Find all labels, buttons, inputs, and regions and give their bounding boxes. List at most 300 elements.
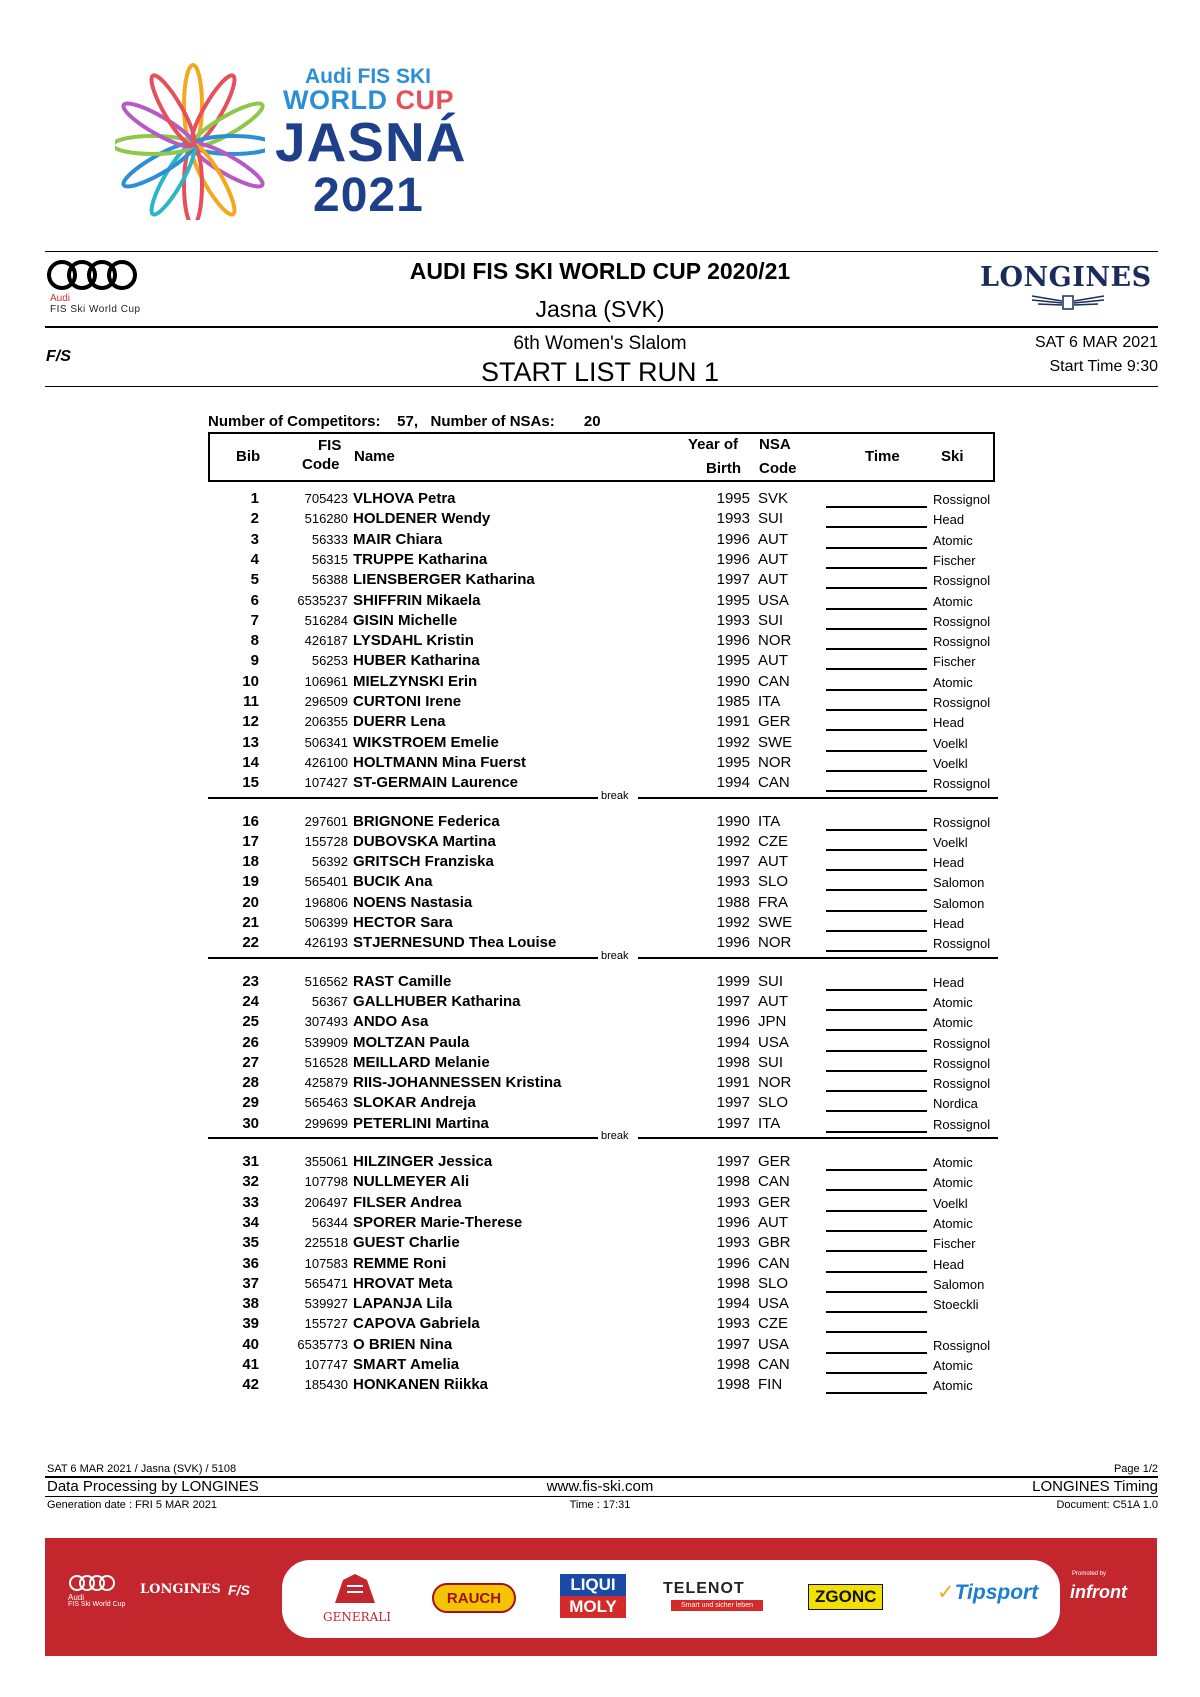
table-row [208,753,998,773]
name-cell: CURTONI Irene [353,693,462,710]
event-logo-line3: JASNÁ [275,111,467,173]
table-row [208,591,998,611]
fis-code-cell: 155727 [304,1316,348,1332]
table-row [208,1335,998,1355]
ski-cell: Nordica [933,1096,978,1112]
year-of-birth-cell: 1993 [716,510,750,528]
name-cell: ST-GERMAIN Laurence [353,774,519,792]
table-row [208,611,998,631]
bib-cell: 38 [242,1295,259,1313]
name-cell: HUBER Katharina [353,652,480,670]
fis-code-cell: 539909 [304,1034,348,1050]
year-of-birth-cell: 1996 [716,934,750,952]
fis-code-cell: 516528 [304,1054,348,1070]
name-cell: LIENSBERGER Katharina [353,571,535,589]
nsa-code-cell: NOR [758,753,792,771]
nsa-code-cell: JPN [758,1013,787,1031]
ski-cell: Rossignol [933,1035,991,1051]
table-row [208,872,998,892]
bib-cell: 7 [250,611,259,629]
nsa-code-cell: ITA [758,812,781,830]
year-of-birth-cell: 1996 [716,632,750,650]
nsa-code-cell: NOR [758,632,792,650]
table-row [208,1233,998,1253]
bib-cell: 18 [242,853,259,871]
longines-wings-icon [1030,292,1106,312]
banner-fis-logo: F/S [228,1582,250,1598]
fis-code-cell: 296509 [304,694,348,709]
footer-rule-bottom [45,1496,1158,1497]
nsa-code-cell: AUT [758,550,788,568]
footer-timing: LONGINES Timing [1032,1478,1158,1495]
nsa-code-cell: SWE [758,733,793,751]
nsa-code-cell: USA [758,1335,789,1353]
break-label: break [598,950,632,962]
year-of-birth-cell: 1996 [716,530,750,548]
bib-cell: 21 [242,914,259,931]
nsa-code-cell: AUT [758,530,788,548]
fis-code-cell: 6535773 [297,1336,348,1352]
time-blank-line [826,1210,927,1212]
ski-cell: Head [933,1256,965,1272]
time-blank-line [826,1009,927,1011]
table-row [208,1152,998,1172]
nsa-code-cell: SLO [758,1094,789,1112]
break-label: break [598,790,632,802]
generali-lion-icon [325,1568,385,1608]
col-yob-2: Birth [706,460,741,477]
footer-website[interactable]: www.fis-ski.com [546,1478,654,1495]
time-blank-line [826,869,927,871]
race-date: SAT 6 MAR 2021 [1034,334,1158,351]
break-separator [208,1130,998,1151]
nsa-code-cell: SUI [758,510,784,528]
table-row [208,852,998,872]
table-row [208,1254,998,1274]
nsa-code-cell: SUI [758,611,784,629]
nsa-code-cell: SLO [758,1274,789,1292]
nsa-code-cell: GBR [758,1234,791,1252]
ski-cell: Head [933,855,965,871]
year-of-birth-cell: 1992 [716,914,750,931]
time-blank-line [826,709,927,711]
time-blank-line [826,689,927,691]
column-header [208,432,995,482]
time-blank-line [826,1372,927,1374]
year-of-birth-cell: 1999 [716,972,750,990]
ski-cell: Atomic [933,1015,973,1031]
bib-cell: 39 [242,1315,259,1333]
ski-cell: Rossignol [933,573,991,589]
start-time: Start Time 9:30 [1049,358,1158,375]
time-blank-line [826,1271,927,1273]
year-of-birth-cell: 1997 [716,571,750,589]
year-of-birth-cell: 1993 [716,1193,750,1211]
fis-code-cell: 516280 [304,511,348,527]
fis-code-cell: 155728 [304,833,348,849]
nsa-code-cell: NOR [758,1074,792,1092]
bib-cell: 26 [242,1033,259,1051]
year-of-birth-cell: 1998 [716,1173,750,1191]
nsa-code-cell: FRA [758,893,788,911]
ski-cell: Head [933,974,965,990]
name-cell: GRITSCH Franziska [353,853,494,871]
fis-code-cell: 565471 [304,1275,348,1291]
banner-audi-label: Audi [68,1593,85,1602]
ski-cell: Atomic [933,532,973,548]
bib-cell: 25 [242,1013,259,1031]
fis-code-cell: 206355 [304,714,348,730]
time-blank-line [826,1090,927,1092]
nsa-code-cell: SUI [758,972,784,990]
bib-cell: 35 [242,1234,259,1252]
year-of-birth-cell: 1994 [716,774,750,792]
bib-cell: 4 [250,550,259,568]
bib-cell: 5 [250,571,259,589]
event-logo-line4: 2021 [313,169,424,222]
name-cell: TRUPPE Katharina [353,550,488,568]
fis-code-cell: 206497 [304,1194,348,1210]
rauch-logo: RAUCH [432,1583,516,1613]
nsa-code-cell: CZE [758,832,788,850]
fis-code-cell: 107427 [304,775,348,791]
bib-cell: 15 [242,774,259,792]
table-row [208,631,998,651]
time-blank-line [826,1070,927,1072]
bib-cell: 9 [250,652,259,670]
time-blank-line [826,770,927,772]
name-cell: HONKANEN Riikka [353,1376,489,1394]
time-blank-line [826,587,927,589]
table-row [208,692,998,712]
fis-code-cell: 426100 [304,754,348,770]
name-cell: GALLHUBER Katharina [353,992,521,1010]
ski-cell: Voelkl [933,735,968,751]
break-line-left [208,1137,598,1139]
footer-time: Time : 17:31 [569,1499,631,1511]
year-of-birth-cell: 1995 [716,753,750,771]
list-title: START LIST RUN 1 [480,357,720,387]
bib-cell: 30 [242,1114,259,1132]
name-cell: SPORER Marie-Therese [353,1213,523,1231]
col-nsa-2: Code [759,460,797,477]
name-cell: SLOKAR Andreja [353,1094,476,1112]
name-cell: MOLTZAN Paula [353,1033,470,1051]
name-cell: HECTOR Sara [353,914,453,931]
time-blank-line [826,648,927,650]
ski-cell: Salomon [933,1276,985,1292]
nsa-code-cell: CAN [758,1254,790,1272]
col-fis-2: Code [302,456,340,473]
fis-code-cell: 426193 [304,935,348,951]
name-cell: NULLMEYER Ali [353,1173,470,1191]
year-of-birth-cell: 1993 [716,611,750,629]
table-row [208,812,998,832]
fis-code-cell: 516562 [304,973,348,989]
race-name: 6th Women's Slalom [513,333,687,354]
bib-cell: 3 [250,530,259,548]
bib-cell: 42 [242,1376,259,1394]
nsa-code-cell: CAN [758,1356,790,1373]
time-blank-line [826,668,927,670]
name-cell: MAIR Chiara [353,530,443,548]
zgonc-logo: ZGONC [808,1584,883,1610]
break-label: break [598,1130,632,1142]
year-of-birth-cell: 1991 [716,1074,750,1092]
nsa-code-cell: GER [758,713,791,731]
fis-code-cell: 56344 [311,1214,348,1230]
fis-code-cell: 506399 [304,915,348,930]
bib-cell: 12 [242,713,259,731]
nsa-code-cell: GER [758,1153,791,1170]
table-row [208,1213,998,1233]
name-cell: PETERLINI Martina [353,1114,489,1132]
bib-cell: 28 [242,1074,259,1092]
ski-cell: Rossignol [933,1337,991,1353]
competitor-summary: Number of Competitors: 57, Number of NSAs: 20 [208,413,601,430]
year-of-birth-cell: 1990 [716,672,750,690]
ski-cell: Head [933,512,965,528]
year-of-birth-cell: 1998 [716,1356,750,1373]
ski-cell: Rossignol [933,613,991,629]
time-blank-line [826,1250,927,1252]
year-of-birth-cell: 1997 [716,1114,750,1132]
year-of-birth-cell: 1993 [716,873,750,891]
year-of-birth-cell: 1996 [716,1013,750,1031]
banner-longines-logo: LONGINES [140,1582,221,1597]
time-blank-line [826,829,927,831]
table-row [208,1012,998,1032]
tipsport-logo: ✓Tipsport [937,1581,1039,1604]
bib-cell: 1 [250,490,259,507]
table-row [208,530,998,550]
bib-cell: 27 [242,1053,259,1071]
audi-sublabel: FIS Ski World Cup [50,304,141,315]
footer-page-number: Page 1/2 [1113,1463,1158,1475]
ski-cell: Head [933,715,965,731]
table-row [208,1033,998,1053]
year-of-birth-cell: 1990 [716,812,750,830]
fis-code-cell: 56253 [311,653,348,669]
time-blank-line [826,930,927,932]
bib-cell: 17 [242,832,259,850]
year-of-birth-cell: 1997 [716,992,750,1010]
table-row [208,733,998,753]
break-separator [208,789,998,811]
col-fis-1: FIS [318,437,342,454]
time-blank-line [826,1110,927,1112]
col-bib: Bib [236,448,261,465]
nsa-code-cell: FIN [758,1376,783,1394]
table-row [208,1172,998,1192]
table-row [208,1314,998,1334]
nsa-code-cell: AUT [758,652,788,670]
bib-cell: 23 [242,972,259,990]
time-blank-line [826,989,927,991]
ski-cell: Atomic [933,1215,973,1231]
table-row [208,992,998,1012]
event-logo-line1: Audi FIS SKI [305,65,431,88]
table-row [208,893,998,913]
ski-cell: Atomic [933,1175,973,1191]
nsa-code-cell: USA [758,1295,789,1313]
bib-cell: 14 [242,753,259,771]
time-blank-line [826,1029,927,1031]
break-line-right [638,1137,998,1139]
table-row [208,489,998,509]
fis-code-cell: 107747 [304,1357,348,1372]
name-cell: MIELZYNSKI Erin [353,672,478,690]
ski-cell: Fischer [933,552,976,568]
nsa-code-cell: ITA [758,1114,781,1132]
time-blank-line [826,1392,927,1394]
name-cell: MEILLARD Melanie [353,1053,490,1071]
time-blank-line [826,750,927,752]
fis-code-cell: 516284 [304,612,348,628]
bib-cell: 11 [243,693,259,710]
col-name: Name [354,448,395,465]
nsa-code-cell: AUT [758,853,788,871]
year-of-birth-cell: 1993 [716,1315,750,1333]
col-nsa-1: NSA [759,436,791,453]
ski-cell: Atomic [933,1155,973,1170]
year-of-birth-cell: 1991 [716,713,750,731]
year-of-birth-cell: 1996 [716,1254,750,1272]
table-row [208,651,998,671]
time-blank-line [826,1331,927,1333]
name-cell: O BRIEN Nina [353,1335,453,1353]
header-rule-mid [45,326,1158,328]
bib-cell: 40 [242,1335,259,1353]
generali-logo: GENERALI [323,1610,392,1624]
bib-cell: 34 [242,1213,259,1231]
time-blank-line [826,506,927,508]
ski-cell: Rossignol [933,695,991,710]
name-cell: HOLTMANN Mina Fuerst [353,753,527,771]
audi-label: Audi [50,293,71,304]
ski-cell: Voelkl [933,755,968,771]
fis-code-cell: 355061 [304,1154,348,1169]
bib-cell: 16 [242,812,259,830]
table-row [208,1093,998,1113]
name-cell: RAST Camille [353,972,452,990]
table-row [208,1073,998,1093]
table-row [208,1053,998,1073]
name-cell: REMME Roni [353,1254,447,1272]
nsa-code-cell: SWE [758,914,793,931]
name-cell: CAPOVA Gabriela [353,1315,480,1333]
bib-cell: 33 [242,1193,259,1211]
fis-code-cell: 56333 [311,531,348,547]
event-logo-line2: WORLD CUP [283,85,455,115]
ski-cell: Atomic [933,1358,973,1373]
year-of-birth-cell: 1996 [716,1213,750,1231]
telenot-tagline: Smart und sicher leben [671,1600,763,1611]
time-blank-line [826,547,927,549]
ski-cell: Atomic [933,994,973,1010]
bib-cell: 10 [242,672,259,690]
table-row [208,672,998,692]
time-blank-line [826,1352,927,1354]
nsa-code-cell: USA [758,591,789,609]
fis-code-cell: 565401 [304,874,348,890]
fis-code-cell: 307493 [304,1014,348,1030]
year-of-birth-cell: 1985 [716,693,750,710]
time-blank-line [826,1311,927,1313]
name-cell: NOENS Nastasia [353,893,473,911]
table-row [208,913,998,933]
break-line-left [208,797,598,799]
footer-document: Document: C51A 1.0 [1056,1499,1158,1511]
name-cell: FILSER Andrea [353,1193,462,1211]
bib-cell: 29 [242,1094,259,1112]
time-blank-line [826,628,927,630]
name-cell: WIKSTROEM Emelie [353,733,499,751]
ski-cell: Rossignol [933,814,991,830]
year-of-birth-cell: 1995 [716,591,750,609]
name-cell: VLHOVA Petra [353,490,456,507]
ski-cell: Rossignol [933,1116,991,1132]
page-title: AUDI FIS SKI WORLD CUP 2020/21 [409,258,791,284]
infront-logo: infront [1070,1582,1127,1602]
fis-code-cell: 506341 [304,734,348,750]
year-of-birth-cell: 1992 [716,832,750,850]
nsa-code-cell: GER [758,1193,791,1211]
name-cell: LYSDAHL Kristin [353,632,474,650]
ski-cell: Rossignol [933,634,991,650]
nsa-code-cell: CZE [758,1315,788,1333]
fis-code-cell: 6535237 [297,592,348,608]
name-cell: SHIFFRIN Mikaela [353,591,481,609]
ski-cell: Rossignol [933,936,991,952]
name-cell: STJERNESUND Thea Louise [353,934,557,952]
name-cell: HILZINGER Jessica [353,1153,493,1170]
nsa-code-cell: AUT [758,1213,788,1231]
table-row [208,972,998,992]
ski-cell: Stoeckli [933,1297,979,1313]
footer-generation-date: Generation date : FRI 5 MAR 2021 [47,1499,217,1511]
name-cell: DUERR Lena [353,713,446,731]
break-line-right [638,797,998,799]
bib-cell: 6 [250,591,259,609]
year-of-birth-cell: 1998 [716,1053,750,1071]
year-of-birth-cell: 1995 [716,652,750,670]
audi-rings-icon [46,258,140,292]
liqui-moly-logo: LIQUI MOLY [560,1574,626,1618]
fis-code-cell: 299699 [304,1115,348,1131]
table-row [208,712,998,732]
table-row [208,570,998,590]
nsa-code-cell: CAN [758,774,790,792]
bib-cell: 20 [242,893,259,911]
year-of-birth-cell: 1994 [716,1295,750,1313]
year-of-birth-cell: 1996 [716,550,750,568]
fis-code-cell: 107583 [304,1255,348,1271]
year-of-birth-cell: 1994 [716,1033,750,1051]
time-blank-line [826,1050,927,1052]
snowflake-logo-icon [115,60,265,220]
nsa-code-cell: SVK [758,490,789,507]
ski-cell: Rossignol [933,776,991,792]
ski-cell: Voelkl [933,834,968,850]
fis-code-cell: 56367 [311,993,348,1009]
time-blank-line [826,1189,927,1191]
year-of-birth-cell: 1997 [716,1335,750,1353]
nsa-code-cell: AUT [758,992,788,1010]
fis-code-cell: 56315 [311,551,348,567]
year-of-birth-cell: 1992 [716,733,750,751]
year-of-birth-cell: 1997 [716,1153,750,1170]
